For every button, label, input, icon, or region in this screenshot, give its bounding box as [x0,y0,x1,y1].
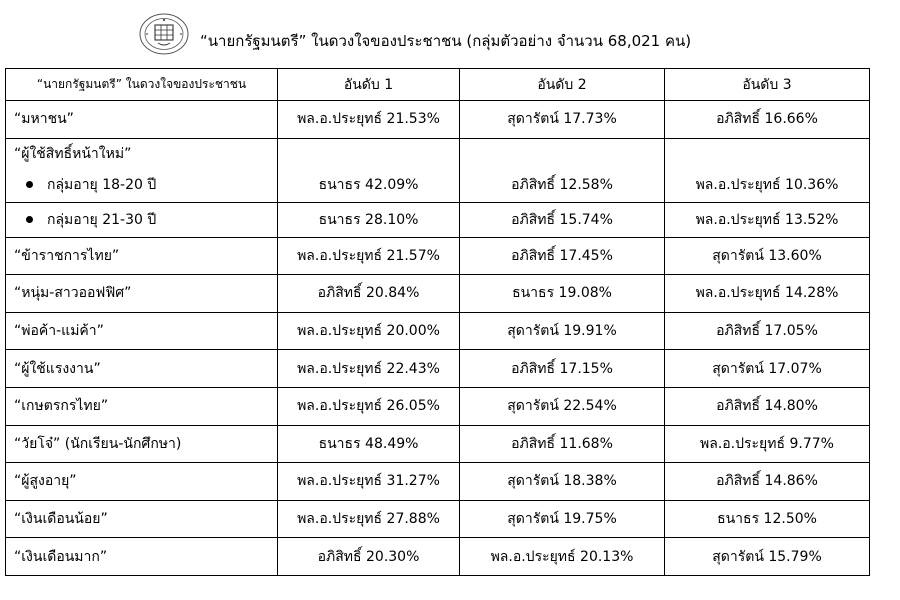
row-category: “ผู้ใช้แรงงาน” [6,350,278,388]
rank-3-cell: พล.อ.ประยุทธ์ 13.52% [665,202,870,237]
rank-3-cell: สุดารัตน์ 15.79% [665,538,870,576]
rank-2-cell: อภิสิทธิ์ 15.74% [460,202,665,237]
page-title: “นายกรัฐมนตรี” ในดวงใจของประชาชน (กลุ่มตัวอย่าง จำนวน 68,021 คน) [200,32,692,50]
row-category-bulleted [6,169,278,203]
rank-1-cell: พล.อ.ประยุทธ์ 22.43% [278,350,460,388]
table-row [6,101,870,139]
row-category: “วัยโจ๋” (นักเรียน-นักศึกษา) [6,425,278,463]
table-row [6,202,870,237]
row-category-label: กลุ่มอายุ 18-20 ปี [47,177,157,194]
table-row [6,237,870,275]
rank-1-cell: อภิสิทธิ์ 20.30% [278,538,460,576]
row-category: “ผู้ใช้สิทธิ์หน้าใหม่” [6,138,278,169]
rank-1-cell: พล.อ.ประยุทธ์ 26.05% [278,387,460,425]
empty-cell [665,138,870,169]
bullet-icon [26,216,33,223]
table-row [6,312,870,350]
row-category: “ผู้สูงอายุ” [6,463,278,501]
rank-1-cell: พล.อ.ประยุทธ์ 27.88% [278,500,460,538]
row-category: “เงินเดือนมาก” [6,538,278,576]
rank-3-cell: อภิสิทธิ์ 14.86% [665,463,870,501]
table-row [6,350,870,388]
rank-1-cell: พล.อ.ประยุทธ์ 20.00% [278,312,460,350]
table-row [6,500,870,538]
rank-3-cell: อภิสิทธิ์ 17.05% [665,312,870,350]
table-row [6,138,870,169]
column-header-category: “นายกรัฐมนตรี” ในดวงใจของประชาชน [6,69,278,101]
column-header-rank-1: อันดับ 1 [278,69,460,101]
rank-2-cell: สุดารัตน์ 18.38% [460,463,665,501]
rank-2-cell: สุดารัตน์ 19.91% [460,312,665,350]
table-row [6,463,870,501]
rank-1-cell: ธนาธร 42.09% [278,169,460,203]
row-category: “พ่อค้า-แม่ค้า” [6,312,278,350]
rank-3-cell: อภิสิทธิ์ 16.66% [665,101,870,139]
column-header-rank-2: อันดับ 2 [460,69,665,101]
rank-2-cell: สุดารัตน์ 22.54% [460,387,665,425]
rank-3-cell: พล.อ.ประยุทธ์ 14.28% [665,275,870,313]
rank-3-cell: พล.อ.ประยุทธ์ 9.77% [665,425,870,463]
rank-1-cell: พล.อ.ประยุทธ์ 31.27% [278,463,460,501]
rank-3-cell: อภิสิทธิ์ 14.80% [665,387,870,425]
rank-2-cell: ธนาธร 19.08% [460,275,665,313]
empty-cell [460,138,665,169]
rank-2-cell: พล.อ.ประยุทธ์ 20.13% [460,538,665,576]
bullet-icon [26,181,33,188]
rank-2-cell: อภิสิทธิ์ 11.68% [460,425,665,463]
rank-2-cell: อภิสิทธิ์ 12.58% [460,169,665,203]
table-row [6,275,870,313]
row-category: “เกษตรกรไทย” [6,387,278,425]
row-category: “ข้าราชการไทย” [6,237,278,275]
table-row [6,169,870,203]
rank-1-cell: ธนาธร 28.10% [278,202,460,237]
rank-3-cell: พล.อ.ประยุทธ์ 10.36% [665,169,870,203]
poll-results-table [5,68,870,576]
table-header-row [6,69,870,101]
rank-2-cell: สุดารัตน์ 19.75% [460,500,665,538]
rank-1-cell: พล.อ.ประยุทธ์ 21.57% [278,237,460,275]
rank-2-cell: สุดารัตน์ 17.73% [460,101,665,139]
empty-cell [278,138,460,169]
rank-2-cell: อภิสิทธิ์ 17.45% [460,237,665,275]
rank-1-cell: พล.อ.ประยุทธ์ 21.53% [278,101,460,139]
rank-3-cell: ธนาธร 12.50% [665,500,870,538]
row-category-bulleted [6,202,278,237]
rank-3-cell: สุดารัตน์ 17.07% [665,350,870,388]
row-category: “เงินเดือนน้อย” [6,500,278,538]
column-header-rank-3: อันดับ 3 [665,69,870,101]
row-category: “หนุ่ม-สาวออฟฟิศ” [6,275,278,313]
row-category-label: กลุ่มอายุ 21-30 ปี [47,211,157,228]
rank-1-cell: ธนาธร 48.49% [278,425,460,463]
row-category: “มหาชน” [6,101,278,139]
university-seal-icon [138,12,190,56]
rank-1-cell: อภิสิทธิ์ 20.84% [278,275,460,313]
table-row [6,425,870,463]
page-header [0,0,900,68]
table-row [6,387,870,425]
rank-2-cell: อภิสิทธิ์ 17.15% [460,350,665,388]
rank-3-cell: สุดารัตน์ 13.60% [665,237,870,275]
table-row [6,538,870,576]
